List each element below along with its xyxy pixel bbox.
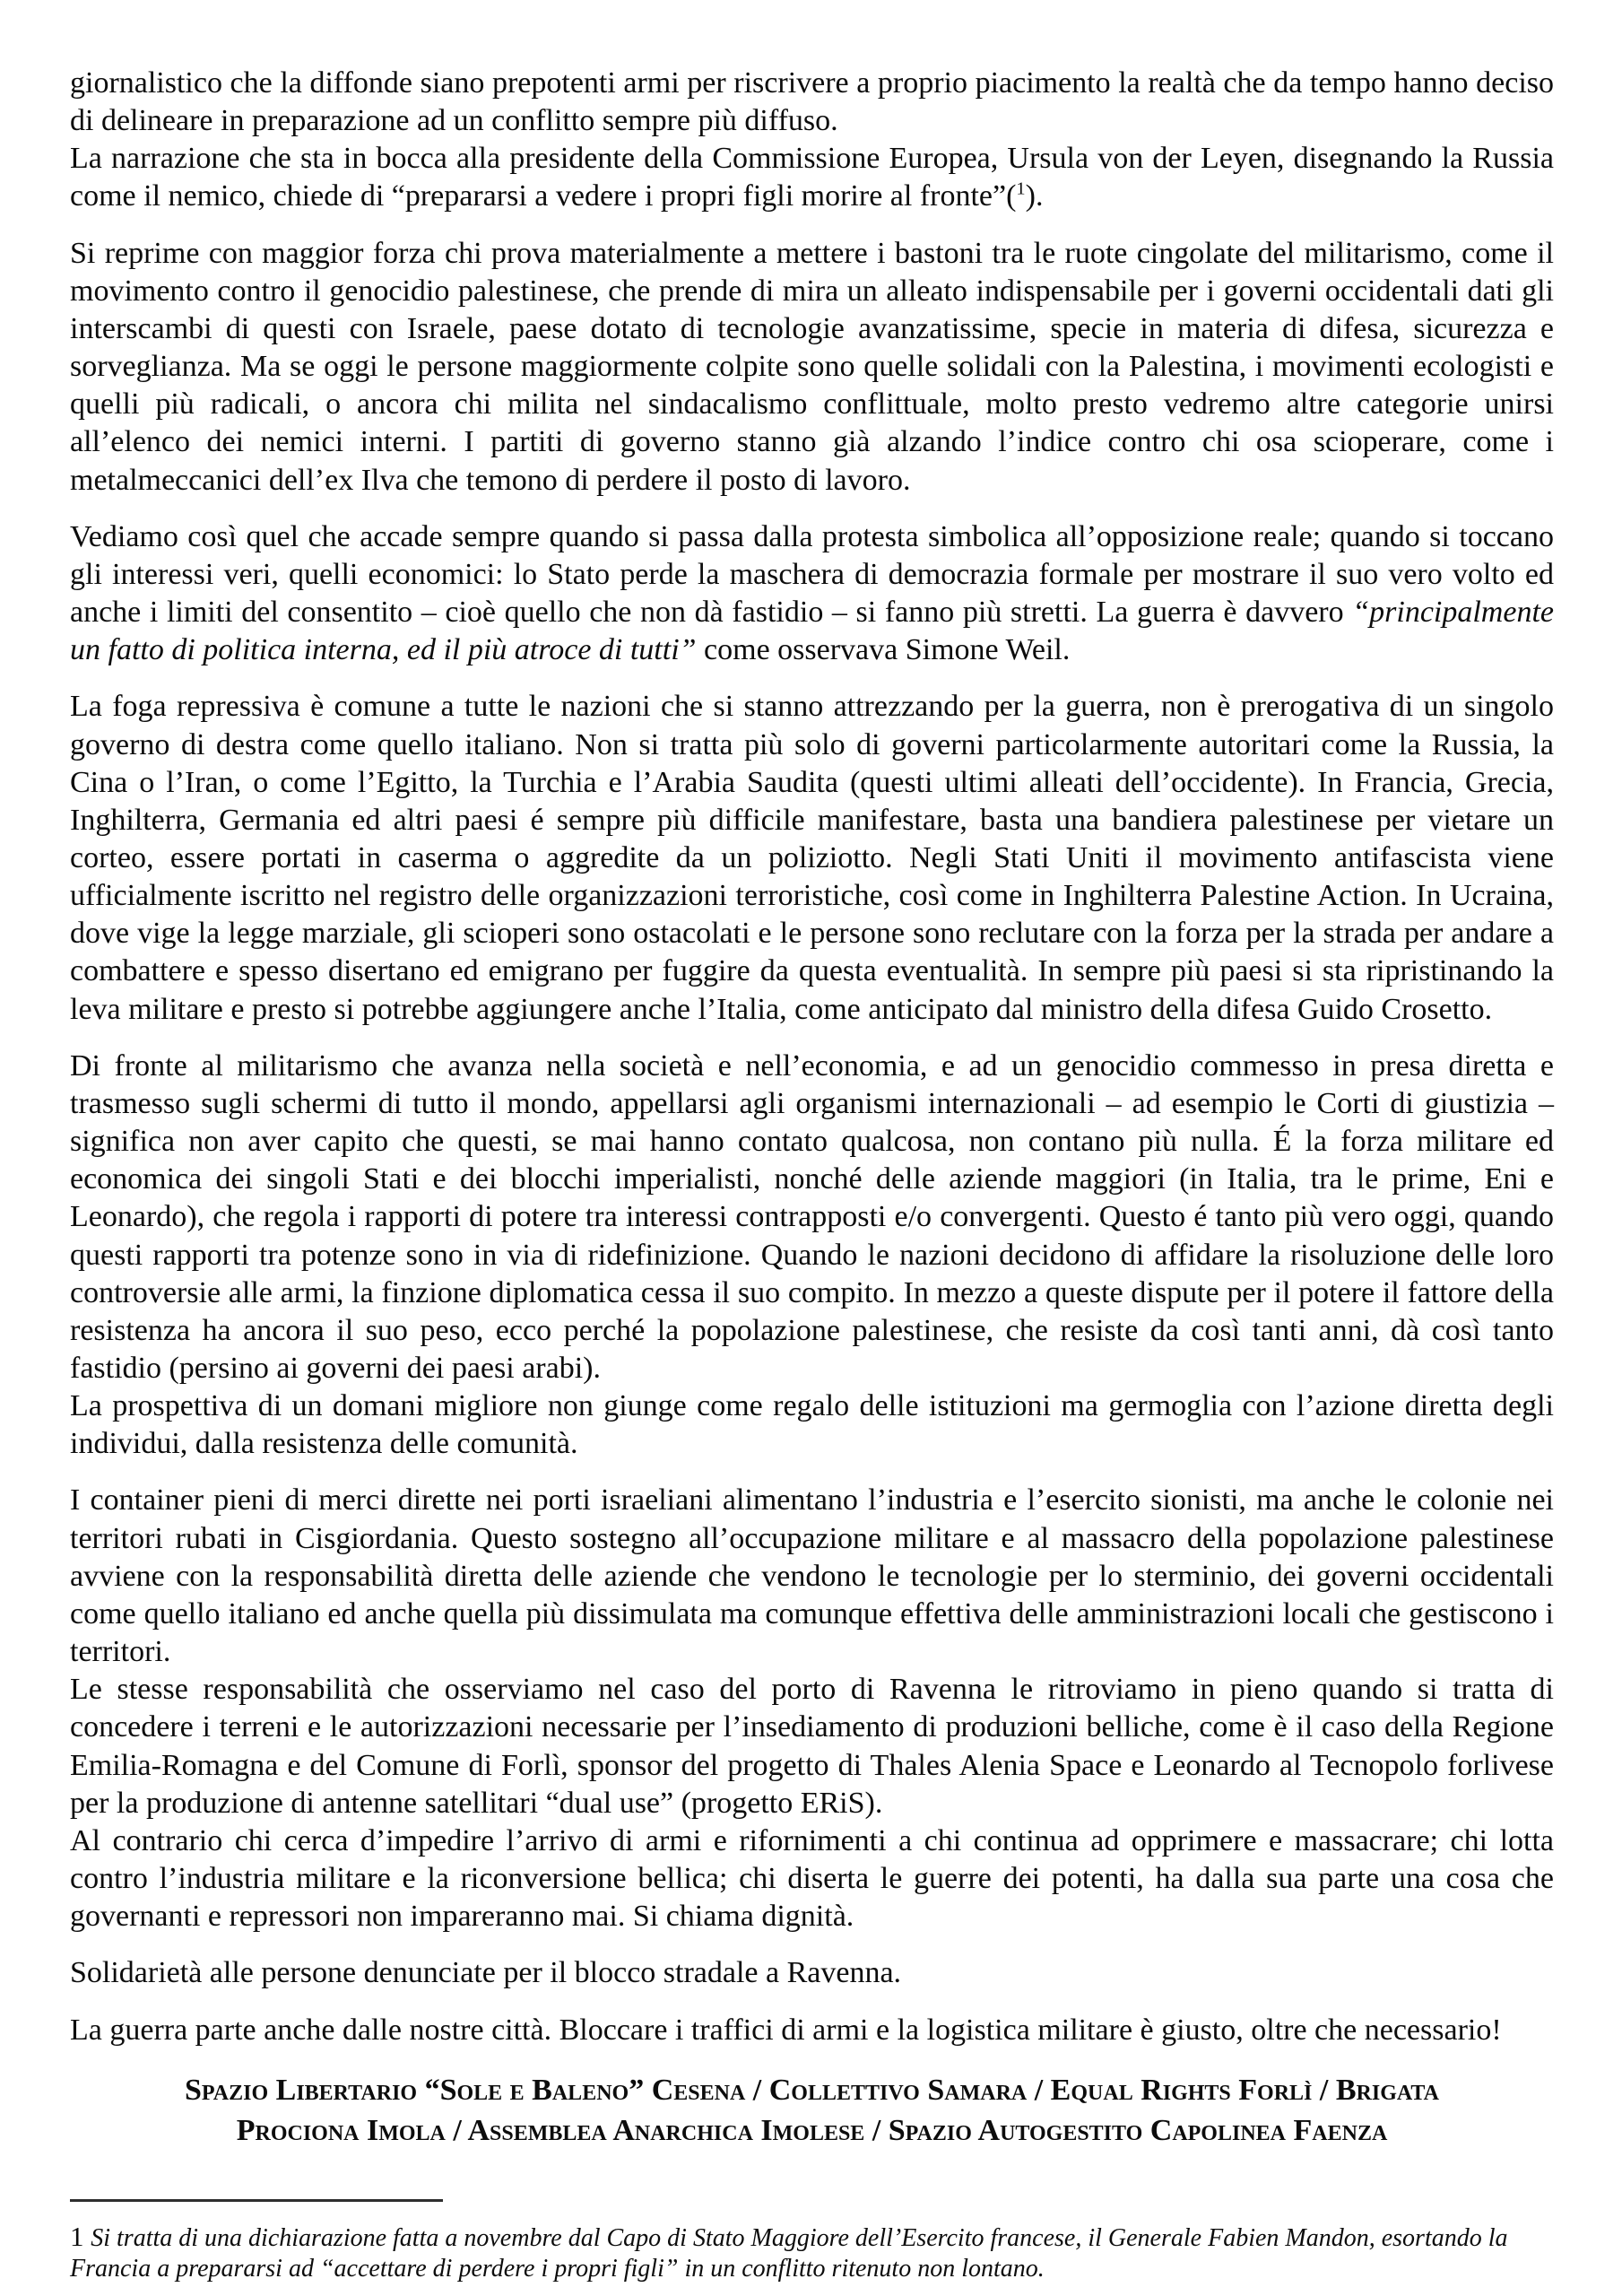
text-run: come osservava Simone Weil.: [696, 633, 1071, 667]
weil-quote: “principalmente un fatto di politica interna, ed il più atroce di tutti”: [70, 596, 1554, 667]
footnote-number: 1: [70, 2221, 91, 2253]
text-run: La guerra parte anche dalle nostre città. Bloccare i traffici di armi e la logistica militare è giusto, oltre che necessario!: [70, 2013, 1502, 2047]
footnote-1: [70, 2220, 1554, 2283]
paragraph-protesta: [70, 518, 1554, 670]
text-run: Si reprime con maggior forza chi prova materialmente a mettere i bastoni tra le ruote cingolate del militarismo, come il movimento contro il genocidio palestinese, che prende di mira un alleato indispensabile per i governi occidentali dati gli interscambi di questi con Israele, paese dotato di tecnologie avanzatissime, specie in materia di difesa, sicurezza e sorveglianza. Ma se oggi le persone maggiormente colpite sono quelle solidali con la Palestina, i movimenti ecologisti e quelli più radicali, o ancora chi milita nel sindacalismo conflittuale, molto presto vedremo altre categorie unirsi all’elenco dei nemici interni. I partiti di governo stanno già alzando l’indice contro chi osa scioperare, come i metalmeccanici dell’ex Ilva che temono di perdere il posto di lavoro.: [70, 236, 1554, 497]
text-run: La narrazione che sta in bocca alla presidente della Commissione Europea, Ursula von der Leyen, disegnando la Russia come il nemico, chiede di “prepararsi a vedere i propri figli morire al fronte”(: [70, 142, 1554, 213]
text-run: Solidarietà alle persone denunciate per il blocco stradale a Ravenna.: [70, 1956, 902, 1990]
paragraph-intro: [70, 65, 1554, 216]
text-run: giornalistico che la diffonde siano prepotenti armi per riscrivere a proprio piacimento la realtà che da tempo hanno deciso di delineare in preparazione ad un conflitto sempre più diffuso.: [70, 66, 1554, 138]
signature-text: Spazio Libertario “Sole e Baleno” Cesena / Collettivo Samara / Equal Rights Forlì / Brigata Prociona Imola / Assemblea Anarchica Imolese / Spazio Autogestito Capolinea Faenza: [185, 2073, 1439, 2147]
paragraph-repressione: [70, 235, 1554, 500]
text-run: Le stesse responsabilità che osserviamo nel caso del porto di Ravenna le ritroviamo in pieno quando si tratta di concedere i terreni e le autorizzazioni necessarie per l’insediamento di produzioni belliche, come è il caso della Regione Emilia-Romagna e del Comune di Forlì, sponsor del progetto di Thales Alenia Space e Leonardo al Tecnopolo forlivese per la produzione di antenne satellitari “dual use” (progetto ERiS).: [70, 1673, 1554, 1820]
signature-block: [131, 2071, 1494, 2152]
paragraph-solidarieta: [70, 1954, 1554, 1992]
paragraph-container: [70, 1482, 1554, 1935]
footnote-reference: 1: [1016, 179, 1026, 200]
text-run: I container pieni di merci dirette nei porti israeliani alimentano l’industria e l’esercito sionisti, ma anche le colonie nei territori rubati in Cisgiordania. Questo sostegno all’occupazione militare e al massacro della popolazione palestinese avviene con la responsabilità diretta delle aziende che vendono le tecnologie per lo sterminio, dei governi occidentali come quello italiano ed anche quella più dissimulata ma comunque effettiva delle amministrazioni locali che gestiscono i territori.: [70, 1483, 1554, 1669]
text-run: ).: [1025, 179, 1044, 213]
paragraph-militarismo: [70, 1048, 1554, 1464]
document-content: [70, 65, 1554, 2284]
text-run: Vediamo così quel che accade sempre quando si passa dalla protesta simbolica all’opposizione reale; quando si toccano gli interessi veri, quelli economici: lo Stato perde la maschera di democrazia formale per mostrare il suo vero volto ed anche i limiti del consentito – cioè quello che non dà fastidio – si fanno più stretti. La guerra è davvero: [70, 519, 1554, 630]
text-run: La foga repressiva è comune a tutte le nazioni che si stanno attrezzando per la guerra, non è prerogativa di un singolo governo di destra come quello italiano. Non si tratta più solo di governi particolarmente autoritari come la Russia, la Cina o l’Iran, o come l’Egitto, la Turchia e l’Arabia Saudita (questi ultimi alleati dell’occidente). In Francia, Grecia, Inghilterra, Germania ed altri paesi é sempre più difficile manifestare, basta una bandiera palestinese per vietare un corteo, essere portati in caserma o aggredite da un poliziotto. Negli Stati Uniti il movimento antifascista viene ufficialmente iscritto nel registro delle organizzazioni terroristiche, così come in Inghilterra Palestine Action. In Ucraina, dove vige la legge marziale, gli scioperi sono ostacolati e le persone sono reclutare con la forza per la strada per andare a combattere e spesso disertano ed emigrano per fuggire da questa eventualità. In sempre più paesi si sta ripristinando la leva militare e presto si potrebbe aggiungere anche l’Italia, come anticipato dal ministro della difesa Guido Crosetto.: [70, 690, 1554, 1026]
text-run: La prospettiva di un domani migliore non giunge come regalo delle istituzioni ma germoglia con l’azione diretta degli individui, dalla resistenza delle comunità.: [70, 1389, 1554, 1461]
text-run: Di fronte al militarismo che avanza nella società e nell’economia, e ad un genocidio commesso in presa diretta e trasmesso sugli schermi di tutto il mondo, appellarsi agli organismi internazionali – ad esempio le Corti di giustizia – significa non aver capito che questi, se mai hanno contato qualcosa, non contano più nulla. É la forza militare ed economica dei singoli Stati e dei blocchi imperialisti, nonché delle aziende maggiori (in Italia, tra le prime, Eni e Leonardo), che regola i rapporti di potere tra interessi contrapposti e/o convergenti. Questo é tanto più vero oggi, quando questi rapporti tra potenze sono in via di ridefinizione. Quando le nazioni decidono di affidare la risoluzione delle loro controversie alle armi, la finzione diplomatica cessa il suo compito. In mezzo a queste dispute per il potere il fattore della resistenza ha ancora il suo peso, ecco perché la popolazione palestinese, che resiste da così tanti anni, dà così tanto fastidio (persino ai governi dei paesi arabi).: [70, 1048, 1554, 1385]
footnote-separator: [70, 2199, 443, 2202]
paragraph-conclusione: [70, 2012, 1554, 2049]
footnote-text: Si tratta di una dichiarazione fatta a novembre dal Capo di Stato Maggiore dell’Esercito francese, il Generale Fabien Mandon, esortando la Francia a prepararsi ad “accettare di perdere i propri figli” in un conflitto ritenuto non lontano.: [70, 2224, 1508, 2283]
paragraph-foga-repressiva: [70, 688, 1554, 1028]
text-run: Al contrario chi cerca d’impedire l’arrivo di armi e rifornimenti a chi continua ad opprimere e massacrare; chi lotta contro l’industria militare e la riconversione bellica; chi diserta le guerre dei potenti, ha dalla sua parte una cosa che governanti e repressori non impareranno mai. Si chiama dignità.: [70, 1823, 1554, 1934]
